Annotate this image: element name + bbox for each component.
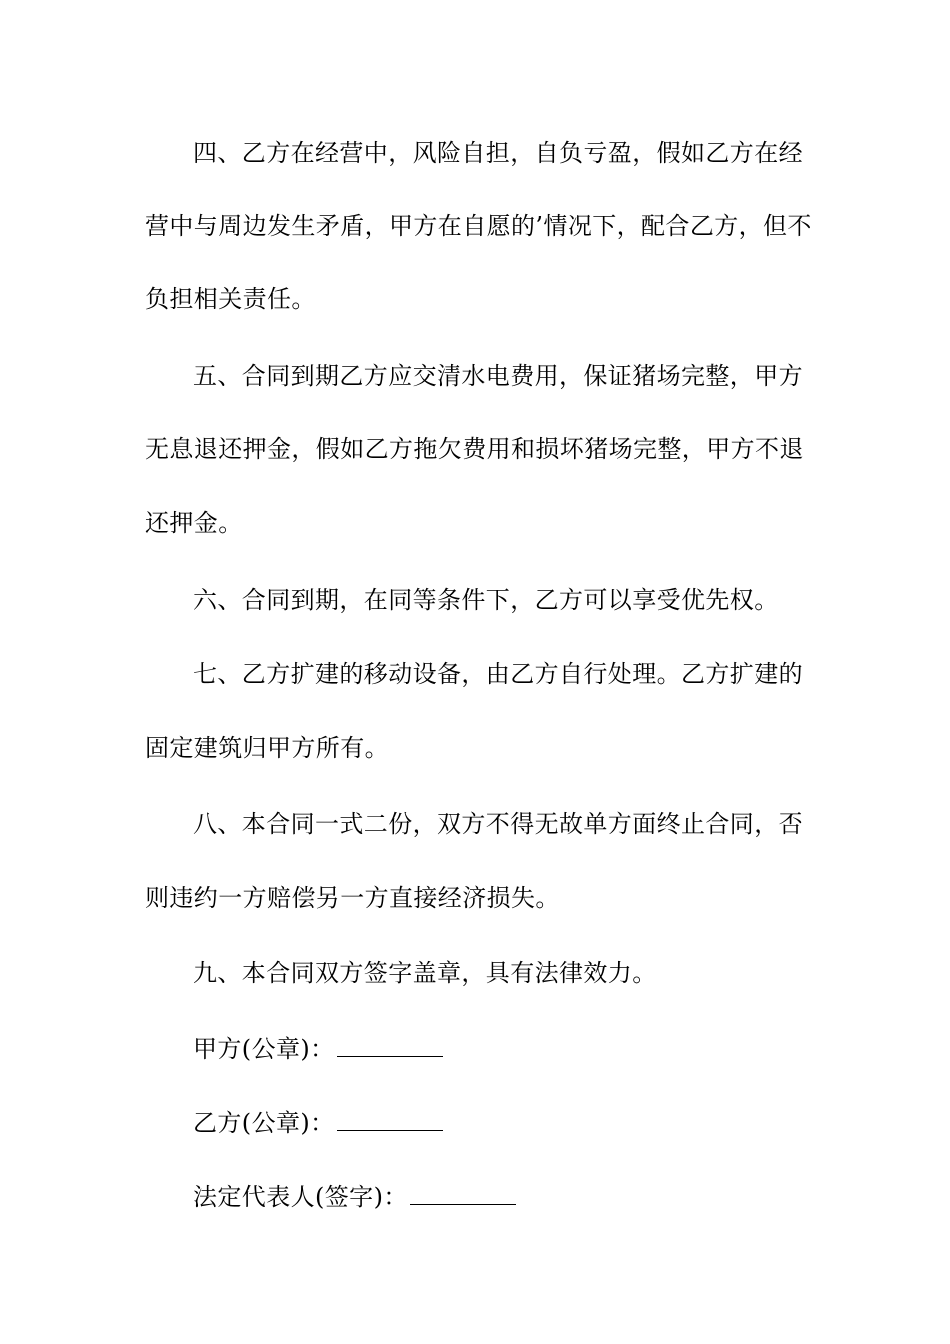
clause-7-line-2: 固定建筑归甲方所有。: [145, 734, 389, 762]
clause-6-line-1: 六、合同到期，在同等条件下，乙方可以享受优先权。: [193, 586, 779, 614]
clause-4-line-1: 四、乙方在经营中，风险自担，自负亏盈，假如乙方在经: [193, 139, 803, 167]
clause-8-line-2: 则违约一方赔偿另一方直接经济损失。: [145, 884, 560, 912]
clause-5-line-1: 五、合同到期乙方应交清水电费用，保证猪场完整，甲方: [193, 362, 803, 390]
clause-4-line-3: 负担相关责任。: [145, 285, 316, 313]
party-b-blank: [337, 1108, 443, 1131]
legal-rep-signature: [193, 1182, 516, 1212]
party-a-blank: [337, 1034, 443, 1057]
clause-7-line-1: 七、乙方扩建的移动设备，由乙方自行处理。乙方扩建的: [193, 660, 803, 688]
clause-5-line-3: 还押金。: [145, 509, 243, 537]
party-a-label: 甲方(公章)：: [193, 1035, 335, 1063]
clause-4-line-2: 营中与周边发生矛盾，甲方在自愿的’情况下，配合乙方，但不: [145, 212, 812, 240]
clause-8-line-1: 八、本合同一式二份，双方不得无故单方面终止合同，否: [193, 810, 803, 838]
party-b-label: 乙方(公章)：: [193, 1109, 335, 1137]
clause-9-line-1: 九、本合同双方签字盖章，具有法律效力。: [193, 959, 657, 987]
clause-5-line-2: 无息退还押金，假如乙方拖欠费用和损坏猪场完整，甲方不退: [145, 435, 804, 463]
legal-rep-blank: [410, 1182, 516, 1205]
party-a-signature: [193, 1034, 443, 1064]
party-b-signature: [193, 1108, 443, 1138]
legal-rep-label: 法定代表人(签字)：: [193, 1183, 408, 1211]
